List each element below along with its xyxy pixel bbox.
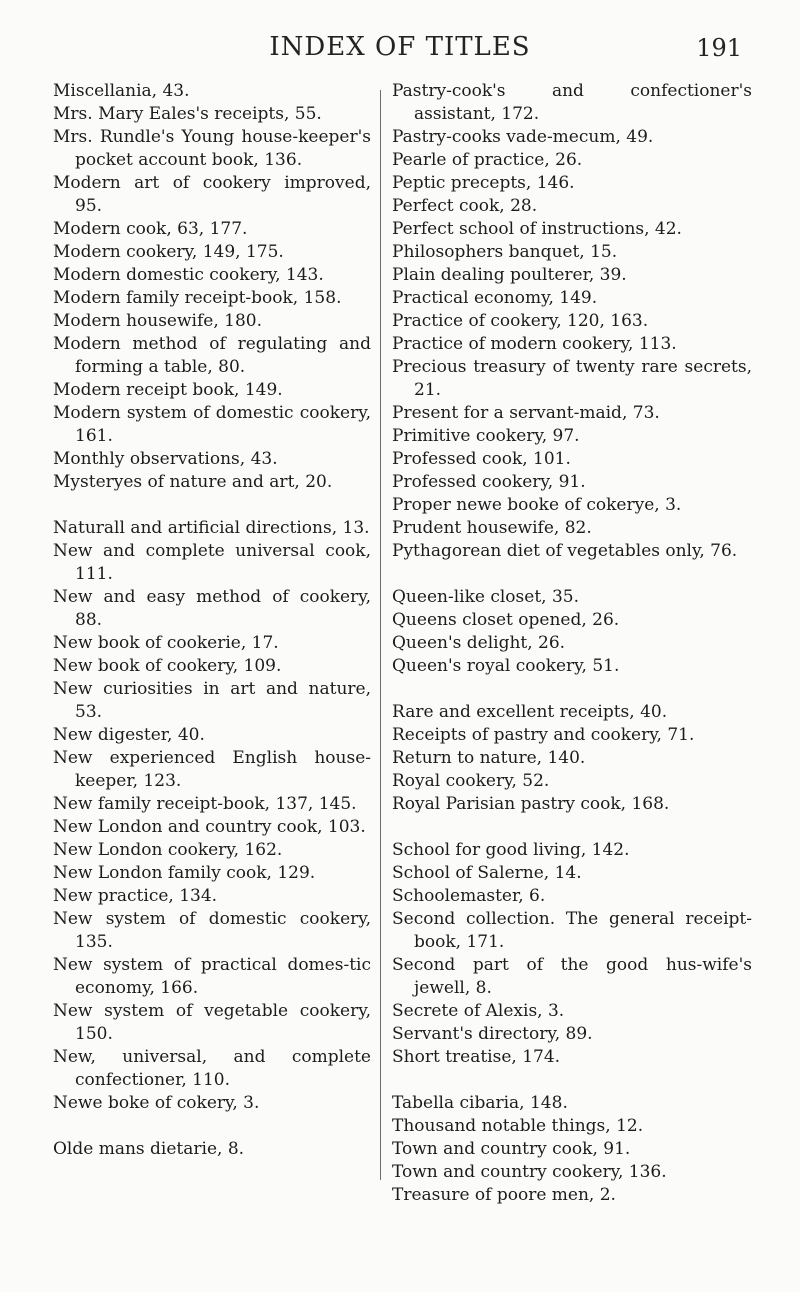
index-entry: Mrs. Mary Eales's receipts, 55. bbox=[53, 104, 322, 124]
section-gap bbox=[392, 816, 752, 839]
index-entry: Modern housewife, 180. bbox=[53, 311, 262, 331]
index-entry: New practice, 134. bbox=[53, 886, 218, 906]
index-entry: Professed cookery, 91. bbox=[392, 472, 586, 492]
index-entry: Pearle of practice, 26. bbox=[392, 150, 583, 170]
index-entry: New and easy method of cookery, 88. bbox=[53, 587, 371, 630]
section-gap bbox=[392, 563, 752, 586]
index-entry: New London cookery, 162. bbox=[53, 840, 283, 860]
index-entry: Short treatise, 174. bbox=[392, 1047, 561, 1067]
index-entry: Perfect school of instructions, 42. bbox=[392, 219, 682, 239]
index-entry: New book of cookerie, 17. bbox=[53, 633, 279, 653]
index-entry: Proper newe booke of cokerye, 3. bbox=[392, 495, 682, 515]
index-entry: New London family cook, 129. bbox=[53, 863, 316, 883]
section-gap bbox=[392, 678, 752, 701]
index-entry: Modern cookery, 149, 175. bbox=[53, 242, 284, 262]
index-entry: Monthly observations, 43. bbox=[53, 449, 278, 469]
index-entry: Practical economy, 149. bbox=[392, 288, 598, 308]
index-entry: Mysteryes of nature and art, 20. bbox=[53, 472, 333, 492]
index-entry: Royal cookery, 52. bbox=[392, 771, 550, 791]
index-entry: Treasure of poore men, 2. bbox=[392, 1185, 616, 1205]
index-entry: Servant's directory, 89. bbox=[392, 1024, 593, 1044]
index-entry: Queen's delight, 26. bbox=[392, 633, 566, 653]
index-entry: Modern method of regulating and forming a table, 80. bbox=[53, 334, 371, 377]
index-entry: Receipts of pastry and cookery, 71. bbox=[392, 725, 695, 745]
index-entry: Schoolemaster, 6. bbox=[392, 886, 546, 906]
index-entry: Thousand notable things, 12. bbox=[392, 1116, 644, 1136]
index-entry: New system of vegetable cookery, 150. bbox=[53, 1001, 371, 1044]
index-entry: Modern family receipt-book, 158. bbox=[53, 288, 342, 308]
index-entry: Mrs. Rundle's Young house-keeper's pocket account book, 136. bbox=[53, 127, 371, 170]
index-entry: Perfect cook, 28. bbox=[392, 196, 538, 216]
index-entry: Miscellania, 43. bbox=[53, 81, 190, 101]
index-entry: Modern cook, 63, 177. bbox=[53, 219, 248, 239]
index-entry: New London and country cook, 103. bbox=[53, 817, 366, 837]
index-entry: New, universal, and complete confectioner, 110. bbox=[53, 1047, 371, 1090]
index-entry: Pastry-cook's and confectioner's assistant, 172. bbox=[392, 81, 752, 124]
running-title: INDEX OF TITLES bbox=[269, 32, 531, 62]
index-entry: New book of cookery, 109. bbox=[53, 656, 282, 676]
index-entry: Peptic precepts, 146. bbox=[392, 173, 575, 193]
page-header bbox=[0, 32, 800, 72]
index-entry: Philosophers banquet, 15. bbox=[392, 242, 618, 262]
index-entry: Professed cook, 101. bbox=[392, 449, 571, 469]
index-entry: New and complete universal cook, 111. bbox=[53, 541, 371, 584]
index-entry: Town and country cook, 91. bbox=[392, 1139, 631, 1159]
index-entry: Royal Parisian pastry cook, 168. bbox=[392, 794, 670, 814]
index-entry: New digester, 40. bbox=[53, 725, 205, 745]
index-entry: Modern domestic cookery, 143. bbox=[53, 265, 324, 285]
index-entry: New family receipt-book, 137, 145. bbox=[53, 794, 357, 814]
index-entry: New curiosities in art and nature, 53. bbox=[53, 679, 371, 722]
left-index-column bbox=[53, 80, 371, 1161]
column-divider bbox=[380, 90, 381, 1180]
index-entry: Secrete of Alexis, 3. bbox=[392, 1001, 565, 1021]
index-entry: Queens closet opened, 26. bbox=[392, 610, 620, 630]
index-entry: Practice of cookery, 120, 163. bbox=[392, 311, 649, 331]
section-gap bbox=[392, 1069, 752, 1092]
index-entry: Modern receipt book, 149. bbox=[53, 380, 283, 400]
index-entry: Queen's royal cookery, 51. bbox=[392, 656, 620, 676]
index-entry: Tabella cibaria, 148. bbox=[392, 1093, 568, 1113]
page-number: 191 bbox=[696, 34, 742, 62]
index-entry: Modern system of domestic cookery, 161. bbox=[53, 403, 371, 446]
index-entry: Precious treasury of twenty rare secrets, 21. bbox=[392, 357, 752, 400]
index-entry: Pastry-cooks vade-mecum, 49. bbox=[392, 127, 654, 147]
index-entry: Town and country cookery, 136. bbox=[392, 1162, 667, 1182]
index-entry: Primitive cookery, 97. bbox=[392, 426, 580, 446]
index-entry: Queen-like closet, 35. bbox=[392, 587, 579, 607]
right-index-column bbox=[392, 80, 752, 1207]
index-entry: School for good living, 142. bbox=[392, 840, 630, 860]
section-gap bbox=[53, 494, 371, 517]
index-entry: Modern art of cookery improved, 95. bbox=[53, 173, 371, 216]
index-entry: Present for a servant-maid, 73. bbox=[392, 403, 660, 423]
index-entry: Naturall and artificial directions, 13. bbox=[53, 518, 370, 538]
index-entry: Second collection. The general receipt-book, 171. bbox=[392, 909, 752, 952]
index-entry: Return to nature, 140. bbox=[392, 748, 586, 768]
index-entry: Practice of modern cookery, 113. bbox=[392, 334, 677, 354]
section-gap bbox=[53, 1115, 371, 1138]
index-entry: New system of domestic cookery, 135. bbox=[53, 909, 371, 952]
index-entry: New experienced English house-keeper, 123. bbox=[53, 748, 371, 791]
index-entry: New system of practical domes-tic economy, 166. bbox=[53, 955, 371, 998]
index-entry: Pythagorean diet of vegetables only, 76. bbox=[392, 541, 738, 561]
index-entry: Second part of the good hus-wife's jewell, 8. bbox=[392, 955, 752, 998]
index-entry: Rare and excellent receipts, 40. bbox=[392, 702, 668, 722]
index-entry: School of Salerne, 14. bbox=[392, 863, 582, 883]
index-entry: Plain dealing poulterer, 39. bbox=[392, 265, 627, 285]
index-entry: Olde mans dietarie, 8. bbox=[53, 1139, 245, 1159]
index-entry: Newe boke of cokery, 3. bbox=[53, 1093, 260, 1113]
index-entry: Prudent housewife, 82. bbox=[392, 518, 592, 538]
